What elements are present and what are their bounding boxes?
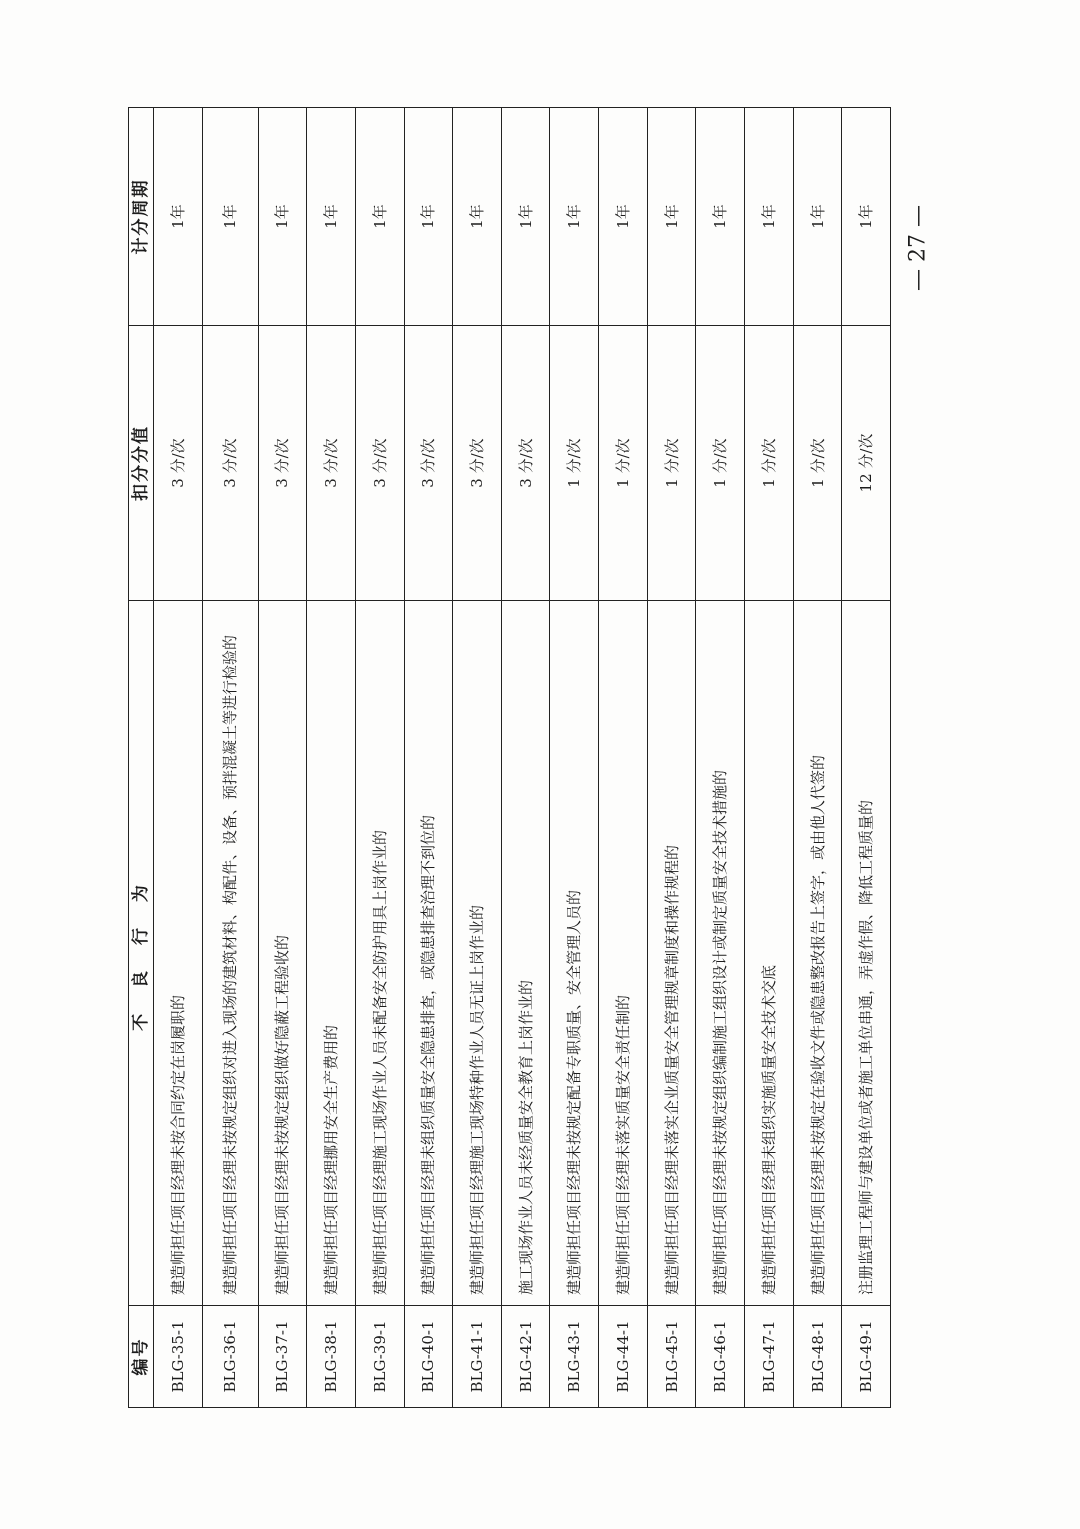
row-code: BLG-38-1: [307, 1306, 356, 1408]
row-code: BLG-39-1: [355, 1306, 404, 1408]
row-description: 建造师担任项目经理未按规定在验收文件或隐患整改报告上签字，或由他人代签的: [793, 601, 842, 1306]
row-code: BLG-36-1: [202, 1306, 258, 1408]
table-row: [501, 108, 550, 1408]
row-period: 1年: [842, 108, 891, 326]
row-description: 建造师担任项目经理未按规定组织对进入现场的建筑材料、构配件、设备、预拌混凝土等进行检验的: [202, 601, 258, 1306]
row-period: 1年: [550, 108, 599, 326]
row-score: 1 分/次: [745, 326, 794, 601]
row-code: BLG-49-1: [842, 1306, 891, 1408]
row-description: 建造师担任项目经理未落实企业质量安全管理规章制度和操作规程的: [647, 601, 696, 1306]
table-row: [258, 108, 307, 1408]
table-row: [550, 108, 599, 1408]
row-description: 建造师担任项目经理施工现场作业人员未配备安全防护用具上岗作业的: [355, 601, 404, 1306]
header-score: 扣分分值: [129, 326, 154, 601]
row-code: BLG-35-1: [154, 1306, 203, 1408]
row-description: 施工现场作业人员未经质量安全教育上岗作业的: [501, 601, 550, 1306]
table-row: [307, 108, 356, 1408]
row-description: 建造师担任项目经理未按规定配备专职质量、安全管理人员的: [550, 601, 599, 1306]
table-row: [696, 108, 745, 1408]
row-score: 3 分/次: [355, 326, 404, 601]
row-period: 1年: [154, 108, 203, 326]
table-header-row: [129, 108, 154, 1408]
row-period: 1年: [202, 108, 258, 326]
row-score: 3 分/次: [154, 326, 203, 601]
page-number-text: — 27 —: [905, 205, 931, 291]
table-row: [647, 108, 696, 1408]
row-code: BLG-37-1: [258, 1306, 307, 1408]
row-description: 建造师担任项目经理未落实质量安全责任制的: [599, 601, 648, 1306]
row-description: 建造师担任项目经理未按合同约定在岗履职的: [154, 601, 203, 1306]
row-code: BLG-41-1: [453, 1306, 502, 1408]
table-row: [745, 108, 794, 1408]
row-period: 1年: [501, 108, 550, 326]
row-period: 1年: [453, 108, 502, 326]
row-score: 3 分/次: [307, 326, 356, 601]
row-score: 1 分/次: [647, 326, 696, 601]
row-code: BLG-46-1: [696, 1306, 745, 1408]
table-row: [355, 108, 404, 1408]
table-row: [404, 108, 453, 1408]
row-score: 3 分/次: [202, 326, 258, 601]
page-number: [888, 203, 948, 293]
table-row: [202, 108, 258, 1408]
row-score: 1 分/次: [550, 326, 599, 601]
row-score: 1 分/次: [696, 326, 745, 601]
table-row: [842, 108, 891, 1408]
row-score: 3 分/次: [258, 326, 307, 601]
row-score: 3 分/次: [404, 326, 453, 601]
row-period: 1年: [793, 108, 842, 326]
row-code: BLG-48-1: [793, 1306, 842, 1408]
row-description: 建造师担任项目经理未按规定组织做好隐蔽工程验收的: [258, 601, 307, 1306]
table-row: [154, 108, 203, 1408]
table-body: [154, 108, 891, 1408]
table-row: [453, 108, 502, 1408]
header-code: 编号: [129, 1306, 154, 1408]
row-score: 3 分/次: [453, 326, 502, 601]
row-score: 3 分/次: [501, 326, 550, 601]
row-score: 1 分/次: [793, 326, 842, 601]
row-code: BLG-47-1: [745, 1306, 794, 1408]
row-period: 1年: [745, 108, 794, 326]
row-code: BLG-45-1: [647, 1306, 696, 1408]
row-score: 1 分/次: [599, 326, 648, 601]
table-row: [599, 108, 648, 1408]
row-description: 注册监理工程师与建设单位或者施工单位串通，弄虚作假、降低工程质量的: [842, 601, 891, 1306]
row-period: 1年: [599, 108, 648, 326]
row-period: 1年: [355, 108, 404, 326]
row-description: 建造师担任项目经理未按规定组织编制施工组织设计或制定质量安全技术措施的: [696, 601, 745, 1306]
penalty-table: [128, 107, 891, 1408]
row-description: 建造师担任项目经理施工现场特种作业人员无证上岗作业的: [453, 601, 502, 1306]
rotated-table-wrapper: [128, 108, 891, 1408]
row-period: 1年: [404, 108, 453, 326]
header-behavior: 不 良 行 为: [129, 601, 154, 1306]
row-score: 12 分/次: [842, 326, 891, 601]
header-period: 计分周期: [129, 108, 154, 326]
row-period: 1年: [258, 108, 307, 326]
row-code: BLG-43-1: [550, 1306, 599, 1408]
row-code: BLG-42-1: [501, 1306, 550, 1408]
row-description: 建造师担任项目经理挪用安全生产费用的: [307, 601, 356, 1306]
row-period: 1年: [307, 108, 356, 326]
row-period: 1年: [647, 108, 696, 326]
row-period: 1年: [696, 108, 745, 326]
row-description: 建造师担任项目经理未组织质量安全隐患排查，或隐患排查治理不到位的: [404, 601, 453, 1306]
table-row: [793, 108, 842, 1408]
row-code: BLG-44-1: [599, 1306, 648, 1408]
row-code: BLG-40-1: [404, 1306, 453, 1408]
row-description: 建造师担任项目经理未组织实施质量安全技术交底: [745, 601, 794, 1306]
